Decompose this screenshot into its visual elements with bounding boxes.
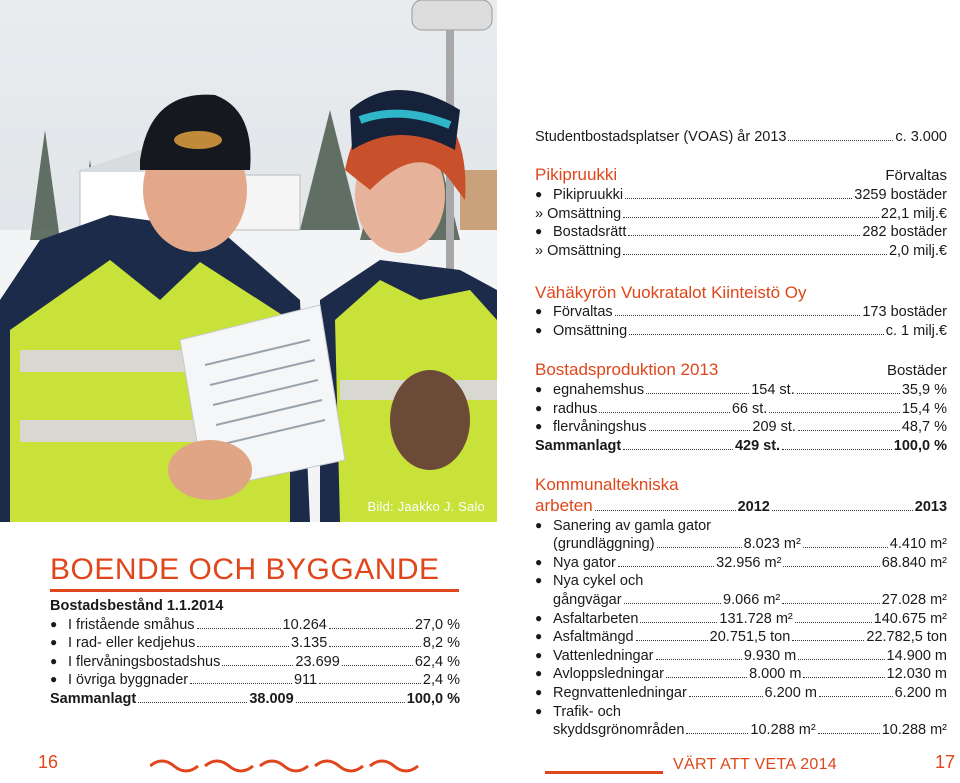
pikipruukki-section [535,164,947,260]
dot-leader [197,646,289,647]
dot-leader [803,547,888,548]
row-label: Pikipruukki [553,187,624,203]
bullet-icon: ● [535,322,543,337]
bullet-icon: ● [535,554,543,569]
photo-illustration [0,0,497,522]
row-value-2012: 131.728 m² [719,610,793,627]
dot-leader [138,702,247,703]
row-count: 66 st. [731,400,768,417]
dot-leader [618,566,714,567]
heading-right: Förvaltas [885,167,947,184]
row-label: flervåningshus [553,419,647,436]
row-value-2013: 14.900 m [886,647,948,664]
row-label: Omsättning [553,322,628,339]
list-item [535,703,947,722]
dot-leader [615,315,861,316]
row-percent: 2,4 % [422,672,461,689]
row-value-2012: 8.000 m [749,666,802,683]
row-label: » Omsättning [535,205,622,222]
title-underline [50,589,459,592]
bullet-icon: ● [50,653,58,668]
dot-leader [636,640,708,641]
row-value-2013: 27.028 m² [881,591,947,608]
row-value: 282 bostäder [862,224,947,241]
total-label: Sammanlagt [535,437,622,454]
row-percent: 15,4 % [901,400,947,417]
total-count: 38.009 [249,690,294,707]
bullet-icon: ● [535,666,543,681]
bullet-icon: ● [535,647,543,662]
dot-leader [818,733,880,734]
table-row [535,647,947,666]
section-title: BOENDE OCH BYGGANDE [50,553,440,586]
bullet-icon: ● [535,187,543,201]
table-row [50,653,460,672]
heading-right: Bostäder [886,362,947,379]
row-label: Studentbostadsplatser (VOAS) år 2013 [535,129,787,145]
dot-leader [329,646,421,647]
heading-title: Bostadsproduktion 2013 [535,360,719,379]
list-item [535,517,947,536]
dot-leader [623,449,733,450]
dot-leader [782,603,879,604]
row-label: (grundläggning) [553,536,655,553]
row-label: egnahemshus [553,382,645,398]
table-row [535,610,947,629]
dot-leader [666,677,747,678]
row-value-2013: 12.030 m [886,666,948,683]
row-value-2013: 22.782,5 ton [866,629,948,646]
footer-rule [545,771,663,774]
total-row [50,690,460,709]
row-percent: 62,4 % [414,653,461,670]
table-row [50,671,460,690]
dot-leader [629,334,884,335]
row-value: 3259 bostäder [854,187,947,203]
row-count: 154 st. [751,382,795,398]
bullet-icon: ● [535,224,543,239]
row-value-2012: 32.956 m² [716,554,782,571]
row-label: I rad- eller kedjehus [68,635,196,652]
row-value-2012: 10.288 m² [750,722,816,739]
table-row [535,303,947,322]
bullet-icon: ● [535,703,543,718]
publication-title: VÄRT ATT VETA 2014 [673,756,838,773]
dot-leader [782,449,892,450]
row-label: I övriga byggnader [68,672,189,689]
table-row [535,418,947,437]
dot-leader [296,702,405,703]
dot-leader [797,393,900,394]
dot-leader [623,254,887,255]
table-row [535,128,947,147]
row-value: 22,1 milj.€ [880,205,947,222]
section-heading [535,359,947,381]
row-label: I fristående småhus [68,616,195,633]
row-count: 23.699 [295,653,340,670]
dot-leader [342,665,413,666]
row-percent: 48,7 % [901,419,947,436]
row-label-line1: Sanering av gamla gator [553,517,711,534]
row-label: Bostadsrätt [553,224,627,241]
heading-title: Pikipruukki [535,165,618,184]
table-row [535,721,947,740]
row-label: » Omsättning [535,242,622,259]
row-value-2013: 10.288 m² [881,722,948,739]
dot-leader [599,412,730,413]
row-value-2013: 4.410 m² [889,536,948,553]
dot-leader [803,677,884,678]
bullet-icon: ● [535,400,543,415]
table-row [535,684,947,703]
row-label: Asfaltmängd [553,629,634,646]
dot-leader [649,430,751,431]
dot-leader [640,622,717,623]
row-percent: 35,9 % [901,382,947,398]
dot-leader [646,393,749,394]
row-value-2013: 140.675 m² [873,610,948,627]
dot-leader [689,696,763,697]
row-label: Asfaltarbeten [553,610,639,627]
bullet-icon: ● [535,629,543,644]
table-row [535,223,947,242]
bullet-icon: ● [535,517,543,532]
dot-leader [625,198,852,199]
total-count: 429 st. [734,437,781,454]
total-row [535,437,947,456]
dot-leader [222,665,293,666]
year-2012: 2012 [737,499,770,515]
table-row [535,242,947,261]
total-label: Sammanlagt [50,690,137,707]
row-percent: 8,2 % [422,635,461,652]
total-percent: 100,0 % [893,437,948,454]
row-label: Regnvattenledningar [553,684,687,701]
table-row [535,554,947,573]
production-section [535,359,947,455]
table-row [535,665,947,684]
bullet-icon: ● [50,616,58,631]
table-row [535,205,947,224]
dot-leader [686,733,748,734]
bullet-icon: ● [535,684,543,699]
row-value-2012: 8.023 m² [743,536,801,553]
wave-decoration-icon [150,756,450,776]
row-count: 3.135 [290,635,328,652]
dot-leader [798,659,884,660]
dot-leader [769,412,900,413]
table-row [50,634,460,653]
dot-leader [319,683,421,684]
row-count: 911 [293,672,318,689]
bullet-icon: ● [50,672,58,687]
row-value-2012: 20.751,5 ton [709,629,791,646]
table-row [535,535,947,554]
dot-leader [623,217,879,218]
row-label: Vattenledningar [553,647,654,664]
row-label: gångvägar [553,591,622,608]
row-value: 2,0 milj.€ [888,242,947,259]
dot-leader [656,659,742,660]
dot-leader [657,547,742,548]
list-item [535,572,947,591]
bullet-icon: ● [50,635,58,650]
row-label: I flervåningsbostadshus [68,653,221,670]
row-value: 173 bostäder [862,304,947,320]
row-label: Förvaltas [553,304,613,320]
dot-leader [197,628,281,629]
total-percent: 100,0 % [406,690,460,707]
row-value: c. 1 milj.€ [885,322,947,339]
row-label: skyddsgrönområden [553,722,685,739]
dot-leader [628,235,860,236]
year-2013: 2013 [914,499,948,515]
bullet-icon: ● [535,573,543,588]
dot-leader [783,566,879,567]
table-row [535,381,947,400]
table-row [535,591,947,610]
student-housing [535,128,947,147]
section-heading: Vähäkyrön Vuokratalot Kiinteistö Oy [535,283,807,302]
dot-leader [819,696,893,697]
bullet-icon: ● [535,304,543,318]
year-header-row [535,495,947,517]
row-value-2012: 6.200 m [764,684,817,701]
row-value-2013: 68.840 m² [881,554,947,571]
heading-title: arbeten [535,496,593,515]
table-row [535,628,947,647]
housing-heading: Bostadsbestånd 1.1.2014 [50,598,224,614]
table-row [535,400,947,419]
row-label: Nya gator [553,554,616,571]
table-row [535,186,947,205]
table-row [50,616,460,635]
bullet-icon: ● [535,610,543,625]
dot-leader [788,140,893,141]
row-value-2012: 9.930 m [743,647,797,664]
dot-leader [329,628,413,629]
row-label-line1: Nya cykel och [553,573,644,590]
dot-leader [772,510,913,511]
section-heading [535,164,947,186]
dot-leader [798,430,900,431]
municipal-section [535,474,947,740]
row-label-line1: Trafik- och [553,703,621,720]
vahakyro-section [535,282,947,340]
bullet-icon: ● [535,419,543,434]
dot-leader [792,640,864,641]
page-number-left: 16 [38,752,59,772]
row-value-2012: 9.066 m² [723,591,781,608]
row-value-2013: 6.200 m [894,684,948,701]
photo [0,0,497,522]
row-percent: 27,0 % [414,616,460,633]
dot-leader [795,622,872,623]
dot-leader [190,683,292,684]
bullet-icon: ● [535,382,543,396]
table-row [535,322,947,341]
row-count: 209 st. [752,419,796,436]
page-number-right: 17 [935,752,956,772]
housing-table [50,597,460,709]
row-count: 10.264 [282,616,327,633]
photo-credit: Bild: Jaakko J. Salo [367,499,485,514]
row-label: Avloppsledningar [553,666,664,683]
dot-leader [595,510,736,511]
dot-leader [624,603,721,604]
section-heading: Kommunaltekniska [535,475,679,494]
row-label: radhus [553,400,598,417]
row-value: c. 3.000 [895,129,947,145]
